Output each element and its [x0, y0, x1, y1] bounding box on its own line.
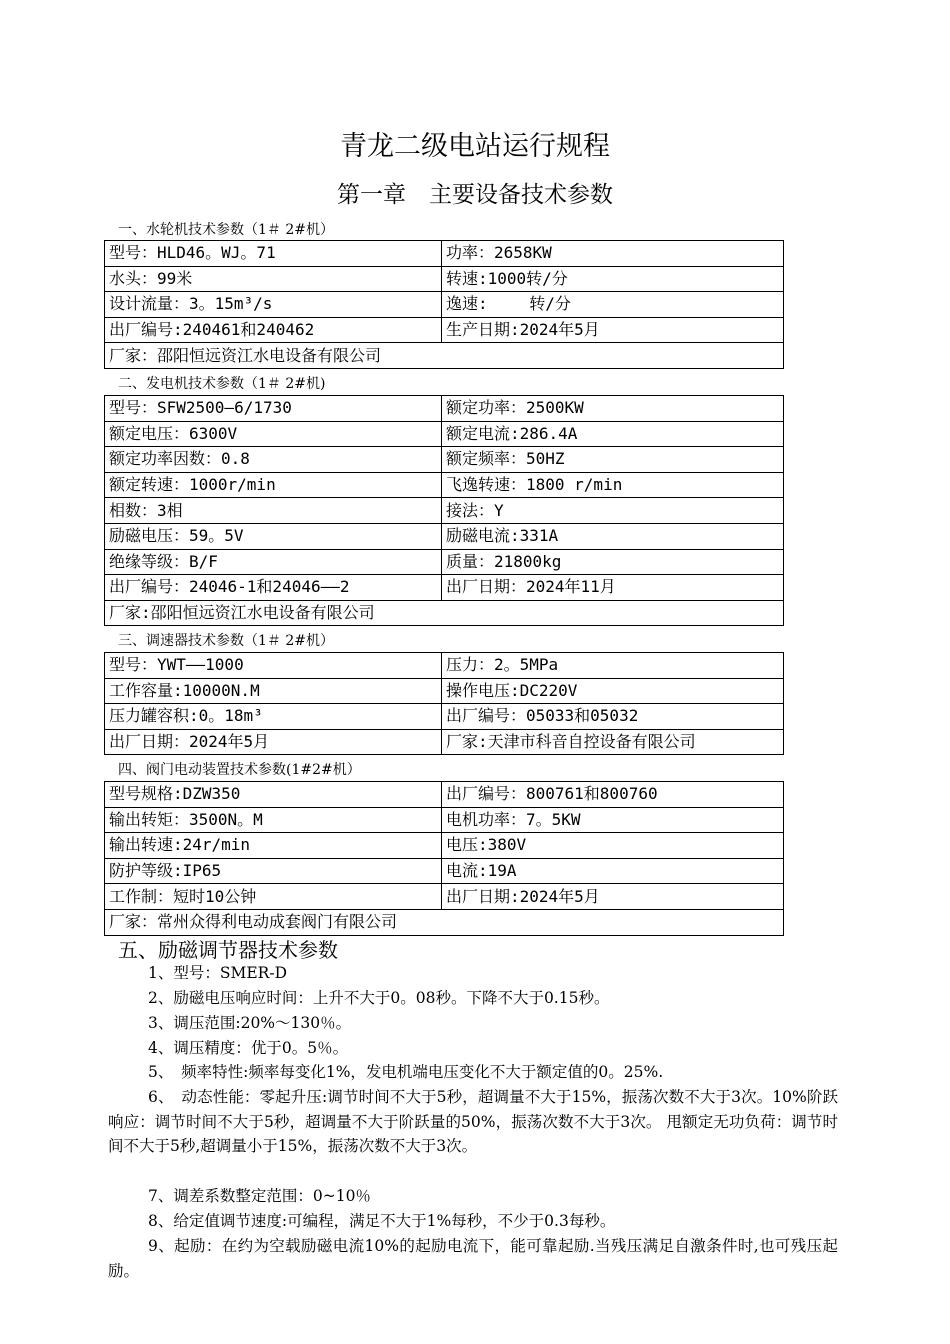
spec-cell: 电机功率：7。5KW — [442, 807, 784, 833]
spec-cell: 设计流量：3。15m³/s — [105, 292, 442, 318]
section-heading-excitation: 五、励磁调节器技术参数 — [118, 938, 338, 962]
spec-cell: 接法：Y — [442, 498, 784, 524]
spec-cell: 质量：21800kg — [442, 549, 784, 575]
table-row — [105, 807, 784, 833]
table-row — [105, 653, 784, 679]
spec-cell: 额定功率：2500KW — [442, 396, 784, 422]
table-row — [105, 600, 784, 626]
spec-cell: 绝缘等级：B/F — [105, 549, 442, 575]
spec-cell: 飞逸转速：1800 r/min — [442, 472, 784, 498]
spec-cell: 励磁电压：59。5V — [105, 523, 442, 549]
list-item — [108, 1085, 838, 1159]
spec-cell: 压力：2。5MPa — [442, 653, 784, 679]
spec-cell: 出厂日期:2024年5月 — [442, 884, 784, 910]
turbine-spec-table — [104, 240, 784, 369]
section-heading-turbine: 一、水轮机技术参数（1＃ 2#机） — [118, 222, 334, 238]
table-row — [105, 678, 784, 704]
spec-cell: 出厂编号:240461和240462 — [105, 317, 442, 343]
table-row — [105, 266, 784, 292]
spec-cell: 压力罐容积:0。18m³ — [105, 704, 442, 730]
table-row — [105, 472, 784, 498]
list-item-text: 2、励磁电压响应时间：上升不大于0。08秒。下降不大于0.15秒。 — [148, 989, 610, 1007]
spec-cell: 额定转速：1000r/min — [105, 472, 442, 498]
table-row — [105, 292, 784, 318]
manufacturer-cell: 厂家:邵阳恒远资江水电设备有限公司 — [105, 600, 784, 626]
table-row — [105, 343, 784, 369]
spec-cell: 额定频率：50HZ — [442, 447, 784, 473]
spec-cell: 出厂日期：2024年11月 — [442, 575, 784, 601]
spec-cell: 电压:380V — [442, 833, 784, 859]
list-item-text: 7、调差系数整定范围：0~10％ — [148, 1187, 371, 1205]
spec-cell: 出厂日期：2024年5月 — [105, 729, 442, 755]
spec-cell: 电流:19A — [442, 858, 784, 884]
table-row — [105, 447, 784, 473]
spec-cell: 功率：2658KW — [442, 241, 784, 267]
governor-spec-table — [104, 652, 784, 755]
table-row — [105, 909, 784, 935]
list-item — [108, 1036, 838, 1061]
list-item — [108, 1234, 838, 1283]
list-item — [108, 1184, 838, 1209]
spec-cell: 工作容量:10000N.M — [105, 678, 442, 704]
table-row — [105, 549, 784, 575]
document-title: 青龙二级电站运行规程 — [340, 131, 610, 162]
table-row — [105, 782, 784, 808]
valve-actuator-spec-table — [104, 781, 784, 936]
spec-cell: 厂家:天津市科音自控设备有限公司 — [442, 729, 784, 755]
list-item — [108, 1209, 838, 1234]
table-row — [105, 317, 784, 343]
spec-cell: 励磁电流:331A — [442, 523, 784, 549]
spec-cell: 防护等级:IP65 — [105, 858, 442, 884]
spec-cell: 输出转速:24r/min — [105, 833, 442, 859]
list-item — [108, 1060, 838, 1085]
spec-cell: 生产日期:2024年5月 — [442, 317, 784, 343]
table-row — [105, 704, 784, 730]
list-item-text: 5、 频率特性:频率每变化1%，发电机端电压变化不大于额定值的0。25%. — [148, 1063, 664, 1081]
spec-cell: 型号：YWT——1000 — [105, 653, 442, 679]
section-heading-valve-actuator: 四、阀门电动装置技术参数(1#2#机） — [118, 762, 361, 778]
spec-cell: 相数：3相 — [105, 498, 442, 524]
list-item — [108, 961, 838, 986]
spec-cell: 额定电流:286.4A — [442, 421, 784, 447]
table-row — [105, 241, 784, 267]
list-item-text: 9、起励：在约为空载励磁电流10%的起励电流下，能可靠起励.当残压满足自激条件时,也可残压起励。 — [108, 1237, 838, 1280]
table-row — [105, 833, 784, 859]
table-row — [105, 858, 784, 884]
table-row — [105, 523, 784, 549]
table-row — [105, 498, 784, 524]
list-item — [108, 986, 838, 1011]
spec-cell: 型号规格:DZW350 — [105, 782, 442, 808]
chapter-heading: 第一章 主要设备技术参数 — [337, 182, 613, 208]
list-item-text: 6、 动态性能：零起升压:调节时间不大于5秒，超调量不大于15%，振荡次数不大于3次。10%阶跃响应：调节时间不大于5秒，超调量不大于阶跃量的50%，振荡次数不大于3次。 甩额定无功负荷：调节时间不大于5秒,超调量小于15%，振荡次数不大于3次。 — [108, 1088, 838, 1156]
list-item-text: 1、型号：SMER-D — [148, 964, 288, 982]
list-item-text: 8、给定值调节速度:可编程，满足不大于1%每秒，不少于0.3每秒。 — [148, 1212, 616, 1230]
spec-cell: 输出转矩：3500N。M — [105, 807, 442, 833]
spec-cell: 操作电压:DC220V — [442, 678, 784, 704]
section-heading-generator: 二、发电机技术参数（1＃ 2#机) — [118, 376, 326, 392]
spec-cell: 型号：SFW2500—6/1730 — [105, 396, 442, 422]
manufacturer-cell: 厂家：常州众得利电动成套阀门有限公司 — [105, 909, 784, 935]
spec-cell: 水头：99米 — [105, 266, 442, 292]
spec-cell: 工作制：短时10公钟 — [105, 884, 442, 910]
spec-cell: 出厂编号：800761和800760 — [442, 782, 784, 808]
spec-cell: 逸速: 转/分 — [442, 292, 784, 318]
spec-cell: 出厂编号：05033和05032 — [442, 704, 784, 730]
list-item-text: 4、调压精度：优于0。5％。 — [148, 1039, 349, 1057]
list-item — [108, 1011, 838, 1036]
spec-cell: 额定功率因数：0.8 — [105, 447, 442, 473]
section-heading-governor: 三、调速器技术参数（1＃ 2#机） — [118, 633, 334, 649]
spec-cell: 出厂编号：24046-1和24046——2 — [105, 575, 442, 601]
table-row — [105, 729, 784, 755]
spec-cell: 额定电压：6300V — [105, 421, 442, 447]
manufacturer-cell: 厂家：邵阳恒远资江水电设备有限公司 — [105, 343, 784, 369]
table-row — [105, 396, 784, 422]
table-row — [105, 884, 784, 910]
spec-cell: 转速:1000转/分 — [442, 266, 784, 292]
spec-cell: 型号：HLD46。WJ。71 — [105, 241, 442, 267]
table-row — [105, 421, 784, 447]
table-row — [105, 575, 784, 601]
generator-spec-table — [104, 395, 784, 626]
list-item-text: 3、调压范围:20%～130％。 — [148, 1014, 352, 1032]
